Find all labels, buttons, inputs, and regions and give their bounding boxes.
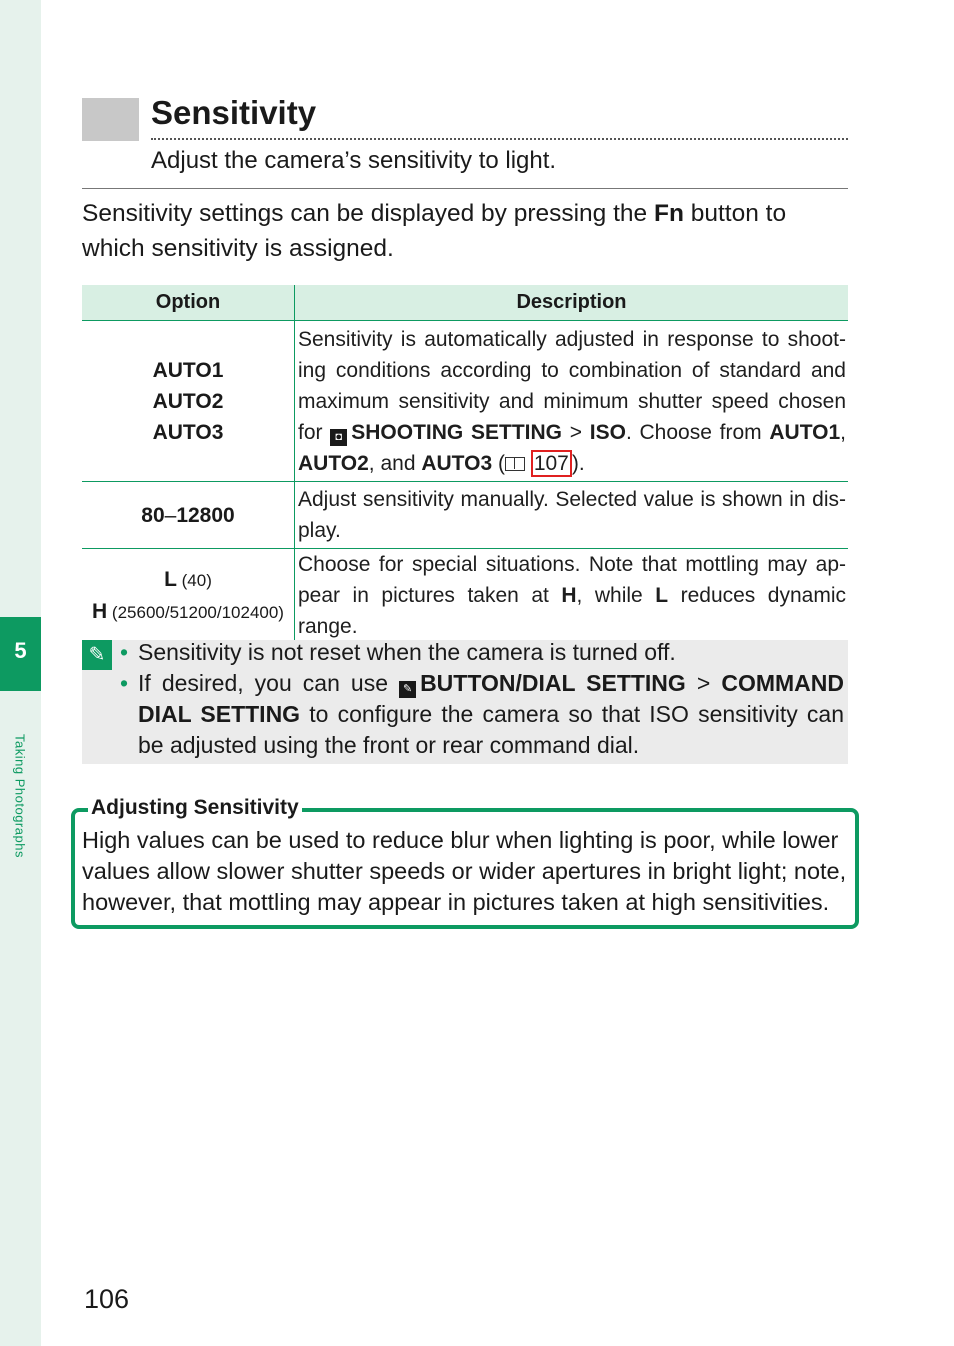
menu-name: SHOOTING SETTING [351, 420, 562, 444]
option-l: L [164, 567, 177, 591]
camera-menu-icon: ◘ [330, 429, 347, 446]
note-list [120, 637, 844, 761]
tip-title: Adjusting Sensitivity [88, 796, 302, 820]
note-item [120, 668, 844, 761]
setup-menu-icon: ✎ [399, 681, 416, 698]
description-cell [295, 549, 849, 643]
page-subtitle: Adjust the camera’s sensitivity to light. [151, 147, 557, 174]
page-title: Sensitivity [151, 94, 317, 131]
option-auto3: AUTO3 [152, 420, 224, 444]
option-cell [82, 549, 295, 643]
auto3-label: AUTO3 [421, 451, 493, 475]
fn-button-label: Fn [653, 200, 684, 227]
description-cell [295, 321, 849, 482]
page-reference-link[interactable]: 107 [531, 450, 572, 477]
note-box [82, 640, 848, 764]
menu-item-iso: ISO [589, 420, 626, 444]
chapter-label: Taking Photographs [12, 734, 28, 858]
desc-text: Sensitivity is automatically adjusted in response to shooting conditions according to combination of standard and maximum sensitivity and minimum shutter speed chosen for [298, 327, 846, 444]
paren-open: ( [492, 451, 505, 475]
options-table [82, 285, 848, 642]
comma: , [840, 420, 847, 444]
l-label: L [655, 584, 669, 607]
and-text: , and [368, 451, 422, 475]
iso-min: 80 [141, 503, 165, 527]
table-row [82, 549, 848, 643]
table-row [82, 482, 848, 549]
menu-item: COMMAND DIAL SETTING [138, 670, 844, 727]
option-cell [82, 321, 295, 482]
header-option: Option [82, 285, 295, 321]
note-icon: ✎ [82, 640, 112, 670]
chapter-number: 5 [14, 638, 27, 663]
title-marker [82, 98, 139, 141]
range-dash: – [164, 503, 177, 527]
note-item [120, 637, 844, 668]
option-auto1: AUTO1 [152, 358, 224, 382]
option-cell [82, 482, 295, 549]
option-h-value: (25600/51200/102400) [107, 602, 284, 622]
bullet-icon: • [120, 670, 129, 696]
menu-sep: > [685, 670, 722, 696]
intro-text-after: button to which sensitivity is assigned. [82, 200, 787, 262]
intro-text-before: Sensitivity settings can be displayed by pressing the [82, 200, 654, 227]
option-auto2: AUTO2 [152, 389, 224, 413]
table-row [82, 321, 848, 482]
book-icon [505, 457, 525, 471]
menu-sep: > [562, 420, 590, 444]
intro-paragraph [82, 196, 848, 266]
desc-text: . Choose from [625, 420, 770, 444]
bullet-icon: • [120, 639, 129, 665]
page-number: 106 [84, 1284, 130, 1314]
header-description: Description [295, 285, 849, 321]
option-l-value: (40) [176, 570, 212, 590]
note-text: Sensitivity is not reset when the camera is turned off. [138, 639, 676, 665]
auto1-label: AUTO1 [769, 420, 841, 444]
auto2-label: AUTO2 [298, 451, 369, 475]
desc-text: , while [576, 584, 656, 607]
note-text: If desired, you can use [138, 670, 400, 696]
h-label: H [561, 584, 577, 607]
desc-text: Choose for special situations. Note that mottling may appear in pictures taken at [298, 553, 846, 607]
iso-max: 12800 [176, 503, 235, 527]
description-cell: Adjust sensitivity manually. Selected value is shown in display. [295, 482, 849, 549]
desc-text: reduces dynamic range. [298, 584, 847, 638]
option-h: H [92, 599, 108, 623]
note-text: to configure the camera so that ISO sensitivity can be adjusted using the front or rear command dial. [138, 701, 844, 758]
tip-body: High values can be used to reduce blur when lighting is poor, while lower values allow slower shutter speeds or wider apertures in bright light; note, however, that mottling may appear in pictures taken at high sensitivities. [82, 827, 847, 915]
menu-name: BUTTON/DIAL SETTING [420, 670, 686, 696]
table-header-row [82, 285, 848, 321]
title-divider [151, 138, 848, 140]
section-rule [82, 188, 848, 189]
paren-close: ). [571, 451, 585, 475]
